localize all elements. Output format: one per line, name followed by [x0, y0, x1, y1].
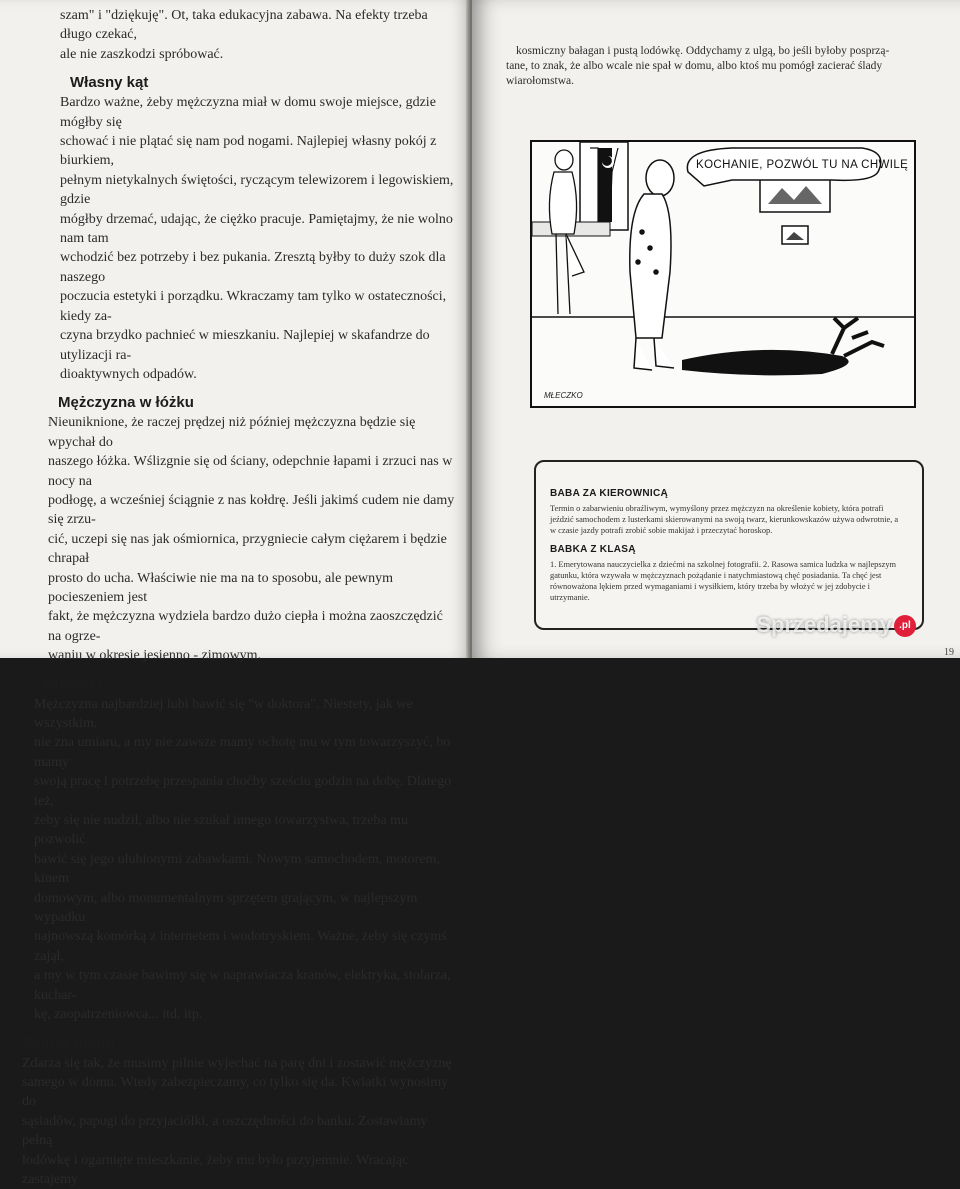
watermark-text: Sprzedajemy — [756, 612, 892, 637]
section-body — [60, 93, 458, 384]
text-line: wiarołomstwa. — [506, 74, 930, 89]
text-line: Mężczyzna najbardziej lubi bawić się "w doktora". Niestety, jak we wszystkim, — [34, 695, 458, 734]
text-line: kę, zaopatrzeniowca... itd. itp. — [34, 1005, 458, 1024]
glossary-definition: 1. Emerytowana nauczycielka z dziećmi na szkolnej fotografii. 2. Rasowa samica ludzka w najlepszym gatunku, która wzywała w mężczyznach pożądanie i natychmiastową chęć posiadania. Ta chęć jest równoważona lękiem przed wymaganiami i wysiłkiem, który trzeba by włożyć w jej zdobycie i utrzymanie. — [550, 559, 906, 603]
cartoon-drawing — [532, 142, 914, 406]
text-line: Bardzo ważne, żeby mężczyzna miał w domu swoje miejsce, gdzie mógłby się — [60, 93, 458, 132]
glossary-term: BABKA Z KLASĄ — [550, 544, 906, 555]
page-number: 19 — [944, 647, 954, 658]
text-line: dioaktywnych odpadów. — [60, 365, 458, 384]
text-line: Nieuniknione, że raczej prędzej niż później mężczyzna będzie się wpychał do — [48, 413, 458, 452]
text-line: sąsiadów, papugi do przyjaciółki, a oszczędności do banku. Zostawiamy pełną — [22, 1112, 458, 1151]
text-line: waniu w okresie jesienno - zimowym. — [48, 646, 458, 665]
text-line: pełnym nietykalnych świętości, ryczącym telewizorem i legowiskiem, gdzie — [60, 171, 458, 210]
text-line: samego w domu. Wtedy zabezpieczamy, co tylko się da. Kwiatki wynosimy do — [22, 1073, 458, 1112]
text-line: kosmiczny bałagan i pustą lodówkę. Oddychamy z ulgą, bo jeśli byłoby posprzą- — [516, 44, 930, 59]
speech-bubble-text: KOCHANIE, POZWÓL TU NA CHWILĘ — [696, 159, 908, 171]
text-line: tane, to znak, że albo wcale nie spał w domu, albo ktoś mu pomógł zacierać ślady — [506, 59, 930, 74]
intro-line: szam" i "dziękuję". Ot, taka edukacyjna zabawa. Na efekty trzeba długo czekać, — [60, 6, 458, 45]
glossary-box — [534, 460, 924, 630]
text-line: mógłby drzemać, udając, że ciężko pracuje. Pamiętajmy, że nie wolno nam tam — [60, 210, 458, 249]
cartoonist-signature: MŁECZKO — [544, 391, 583, 400]
text-line: lodówkę i ogarnięte mieszkanie, żeby mu było przyjemnie. Wracając zastajemy — [22, 1151, 458, 1189]
text-line: żeby się nie nudził, albo nie szukał innego towarzystwa, trzeba mu pozwolić — [34, 811, 458, 850]
section-heading: Sam w domu — [22, 1035, 458, 1052]
left-page — [0, 0, 472, 658]
text-line: cić, uczepi się nas jak ośmiornica, przygniecie całym ciężarem i będzie chrapał — [48, 530, 458, 569]
section-body — [22, 1054, 458, 1189]
section-heading: Zabawki — [42, 676, 458, 693]
section-heading: Własny kąt — [70, 74, 458, 91]
text-line: czyna brzydko pachnieć w mieszkaniu. Najlepiej w skafandrze do utylizacji ra- — [60, 326, 458, 365]
text-line: bawić się jego ulubionymi zabawkami. Nowym samochodem, motorem, kinem — [34, 850, 458, 889]
text-line: domowym, albo monumentalnym sprzętem grającym, w najlepszym wypadku — [34, 889, 458, 928]
glossary-term: BABA ZA KIEROWNICĄ — [550, 488, 906, 499]
section-body — [48, 413, 458, 665]
intro-line: ale nie zaszkodzi spróbować. — [60, 45, 458, 64]
text-line: Zdarza się tak, że musimy pilnie wyjechać na parę dni i zostawić mężczyznę — [22, 1054, 458, 1073]
text-line: najnowszą komórką z internetem i wodotryskiem. Ważne, żeby się czymś zajął, — [34, 927, 458, 966]
section-heading: Mężczyzna w łóżku — [58, 394, 458, 411]
text-line: swoją pracę i potrzebę przespania choćby sześciu godzin na dobę. Dlatego też, — [34, 772, 458, 811]
text-line: podłogę, a wcześniej ściągnie z nas kołdrę. Jeśli jakimś cudem nie damy się zrzu- — [48, 491, 458, 530]
section-body — [34, 695, 458, 1025]
watermark-logo — [756, 612, 916, 638]
watermark-badge: .pl — [894, 615, 916, 637]
glossary-definition: Termin o zabarwieniu obraźliwym, wymyślony przez mężczyzn na określenie kobiety, która potrafi jeździć samochodem z lusterkami skierowanymi na swoją twarz, kierunkowskazów używa odwrotnie, a w czasie jazdy potrafi zrobić sobie makijaż i przeczytać horoskop. — [550, 503, 906, 536]
text-line: naszego łóżka. Wślizgnie się od ściany, odepchnie łapami i zrzuci nas w nocy na — [48, 452, 458, 491]
text-line: poczucia estetyki i porządku. Wkraczamy tam tylko w ostateczności, kiedy za- — [60, 287, 458, 326]
text-line: prosto do ucha. Właściwie nie ma na to sposobu, ale pewnym pocieszeniem jest — [48, 569, 458, 608]
text-line: fakt, że mężczyzna wydziela bardzo dużo ciepła i można zaoszczędzić na ogrze- — [48, 607, 458, 646]
text-line: wchodzić bez potrzeby i bez pukania. Zresztą byłby to duży szok dla naszego — [60, 248, 458, 287]
right-page — [472, 0, 960, 658]
cartoon-illustration — [530, 140, 916, 408]
text-line: nie zna umiaru, a my nie zawsze mamy ochotę mu w tym towarzyszyć, bo mamy — [34, 733, 458, 772]
text-line: schować i nie plątać się nam pod nogami. Najlepiej własny pokój z biurkiem, — [60, 132, 458, 171]
text-line: a my w tym czasie bawimy się w naprawiacza kranów, elektryka, stolarza, kuchar- — [34, 966, 458, 1005]
